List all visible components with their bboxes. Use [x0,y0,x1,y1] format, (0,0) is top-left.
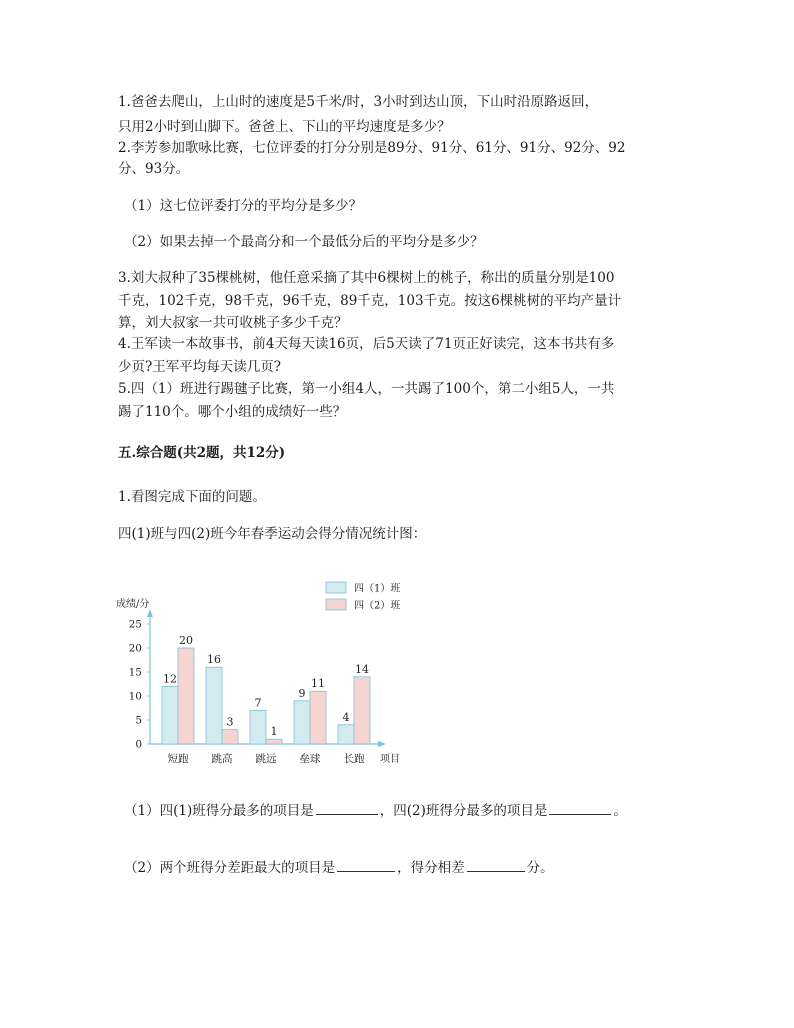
bar-value-label: 16 [207,653,221,667]
fill-question-2-part-b: ，得分相差 [397,860,465,876]
y-tick-label: 20 [128,642,142,655]
x-tick-label: 跳高 [211,753,233,765]
fill-question-1 [124,800,627,820]
bar [162,686,178,744]
chart-bars [162,634,370,744]
bar-value-label: 14 [355,662,369,676]
bar [266,739,282,744]
bar [294,701,310,744]
fill-question-2-part-c: 分。 [526,860,554,876]
y-tick-label: 15 [128,666,142,679]
fill-question-1-part-c: 。 [613,803,627,819]
bar [222,730,238,744]
chart-caption: 四(1)班与四(2)班今年春季运动会得分情况统计图： [118,526,427,542]
bar-value-label: 12 [163,672,177,686]
x-axis-label: 项目 [380,754,400,765]
bar-value-label: 3 [226,715,234,729]
problem-2-line-1: 2.李芳参加歌咏比赛，七位评委的打分分别是89分、91分、61分、91分、92分、92 [118,140,626,156]
problem-4-line-2: 少页?王军平均每天读几页? [118,359,281,375]
x-axis-arrow [378,741,386,747]
answer-blank-4[interactable] [467,857,525,872]
section-heading: 五.综合题(共2题，共12分) [118,445,286,461]
problem-2-question-1: （1）这七位评委打分的平均分是多少？ [124,198,363,214]
y-tick-label: 10 [128,690,142,703]
problem-2-question-2: （2）如果去掉一个最高分和一个最低分后的平均分是多少？ [124,234,484,250]
bar-value-label: 1 [270,725,278,739]
y-ticks [129,619,150,751]
fill-question-1-part-a: （1）四(1)班得分最多的项目是 [124,803,314,819]
bar [354,677,370,744]
problem-4-line-1: 4.王军读一本故事书，前4天每天读16页，后5天读了71页正好读完，这本书共有多 [118,336,615,352]
fill-question-2-part-a: （2）两个班得分差距最大的项目是 [124,860,336,876]
problem-1-line-1: 1.爸爸去爬山，上山时的速度是5千米/时，3小时到达山顶，下山时沿原路返回， [118,94,599,110]
question-1-title: 1.看图完成下面的问题。 [118,489,266,505]
problem-3-line-2: 千克，102千克，98千克，96千克，89千克，103千克。按这6棵桃树的平均产量计 [118,293,622,309]
problem-3-line-1: 3.刘大叔种了35棵桃树，他任意采摘了其中6棵树上的桃子，称出的质量分别是100 [118,270,615,286]
bar [310,691,326,744]
x-tick-label: 跳远 [255,753,277,765]
y-axis-arrow [147,609,153,617]
legend-swatch [326,599,346,610]
x-tick-label: 垒球 [299,753,321,765]
bar-value-label: 7 [254,696,262,710]
bar [178,648,194,744]
problem-1-line-2: 只用2小时到山脚下。爸爸上、下山的平均速度是多少？ [118,119,451,135]
x-tick-labels [168,752,365,765]
bar-value-label: 11 [311,677,325,691]
fill-question-2 [124,857,554,877]
chart-legend [326,582,400,612]
bar [338,725,354,744]
legend-swatch [326,582,346,593]
bar-value-label: 20 [179,634,193,647]
bar-value-label: 9 [298,686,306,700]
problem-2-line-2: 分、93分。 [118,161,190,177]
answer-blank-2[interactable] [549,800,611,815]
y-axis-label: 成绩/分 [116,599,150,610]
bar-value-label: 4 [342,710,350,724]
y-tick-label: 5 [135,714,142,727]
y-tick-label: 0 [135,738,142,751]
answer-blank-3[interactable] [337,857,395,872]
bar [206,667,222,744]
y-tick-label: 25 [128,618,142,631]
problem-5-line-1: 5.四（1）班进行踢毽子比赛，第一小组4人，一共踢了100个，第二小组5人，一共 [118,381,615,397]
x-tick-label: 长跑 [343,753,365,765]
problem-5-line-2: 踢了110个。哪个小组的成绩好一些？ [118,404,347,420]
legend-label: 四（2）班 [354,600,401,612]
legend-label: 四（1）班 [354,583,401,595]
answer-blank-1[interactable] [316,800,378,815]
bar [250,710,266,744]
bar-chart [110,576,410,776]
problem-3-line-3: 算，刘大叔家一共可收桃子多少千克？ [118,315,348,331]
fill-question-1-part-b: ，四(2)班得分最多的项目是 [379,803,548,819]
x-tick-label: 短跑 [167,753,189,765]
